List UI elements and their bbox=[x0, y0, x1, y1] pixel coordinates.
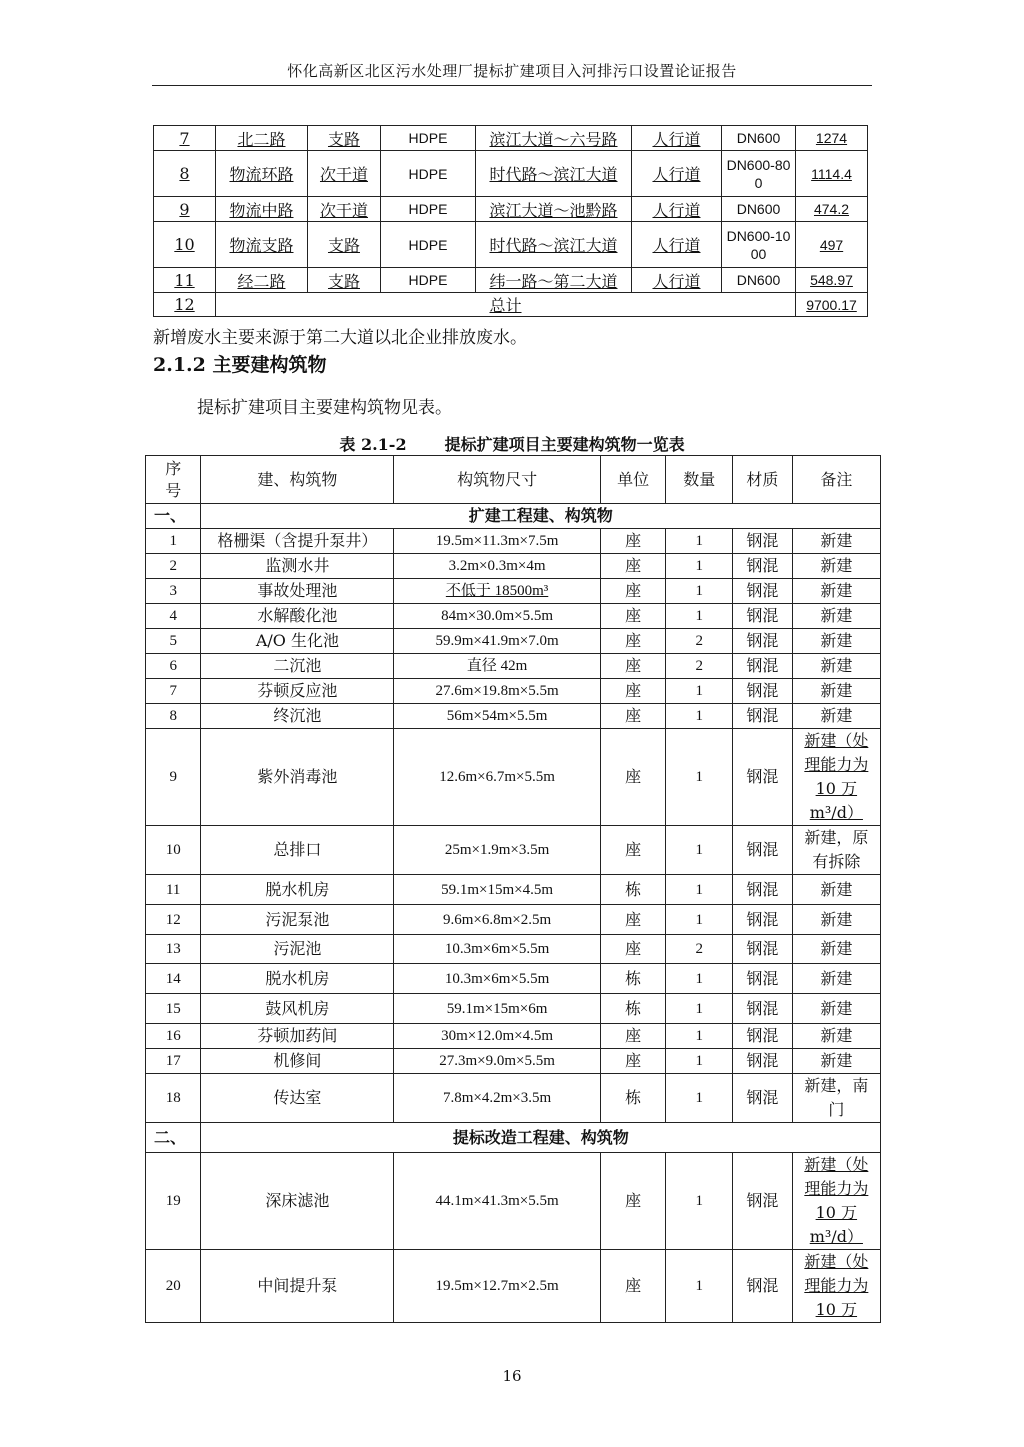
row-no-cell: 7 bbox=[146, 679, 201, 704]
pipe-total-no-cell bbox=[154, 293, 216, 317]
pipe-total-length-cell-text: 9700.17 bbox=[806, 296, 857, 313]
header-note-cell: 备注 bbox=[792, 456, 880, 504]
buildings-row bbox=[146, 729, 881, 826]
row-size-cell: 25m×1.9m×3.5m bbox=[394, 826, 600, 875]
row-material-cell: 钢混 bbox=[733, 875, 793, 905]
pipe-material-cell: HDPE bbox=[381, 268, 476, 293]
row-name-cell: 脱水机房 bbox=[201, 875, 394, 905]
pipe-no-cell bbox=[154, 197, 216, 222]
pipe-length-cell bbox=[796, 126, 868, 151]
table-caption bbox=[0, 432, 1024, 455]
row-size-cell: 19.5m×12.7m×2.5m bbox=[394, 1250, 600, 1323]
row-qty-cell: 1 bbox=[666, 1250, 733, 1323]
buildings-row bbox=[146, 964, 881, 994]
row-unit-cell: 座 bbox=[600, 1024, 666, 1049]
pipe-length-cell bbox=[796, 197, 868, 222]
table-caption-title: 提标扩建项目主要建构筑物一览表 bbox=[444, 435, 685, 454]
row-unit-cell: 座 bbox=[600, 604, 666, 629]
row-material-cell: 钢混 bbox=[733, 604, 793, 629]
buildings-row bbox=[146, 875, 881, 905]
row-unit-cell: 座 bbox=[600, 826, 666, 875]
pipe-total-label-cell-text: 总计 bbox=[489, 296, 522, 315]
pipe-grade-cell-text: 支路 bbox=[327, 129, 360, 149]
pipe-grade-cell-text: 支路 bbox=[327, 236, 360, 255]
header-material-cell: 材质 bbox=[733, 456, 793, 504]
pipe-road-cell bbox=[216, 151, 308, 197]
row-material-cell: 钢混 bbox=[733, 935, 793, 964]
row-size-cell: 12.6m×6.7m×5.5m bbox=[394, 729, 600, 826]
pipe-road-cell-text: 物流环路 bbox=[229, 165, 294, 184]
row-qty-cell: 1 bbox=[666, 529, 733, 554]
pipe-position-cell-text: 人行道 bbox=[652, 236, 701, 255]
row-material-cell: 钢混 bbox=[733, 529, 793, 554]
row-qty-cell: 1 bbox=[666, 964, 733, 994]
row-unit-cell: 座 bbox=[600, 554, 666, 579]
row-note-cell: 新建 bbox=[792, 604, 880, 629]
row-note-cell: 新建，原有拆除 bbox=[792, 826, 880, 875]
pipe-length-cell-text: 548.97 bbox=[810, 272, 853, 288]
pipe-section-cell-text: 时代路～滨江大道 bbox=[489, 165, 618, 184]
pipe-no-cell bbox=[154, 222, 216, 268]
row-material-cell: 钢混 bbox=[733, 704, 793, 729]
row-material-cell: 钢混 bbox=[733, 826, 793, 875]
buildings-row bbox=[146, 604, 881, 629]
pipe-section-cell-text: 滨江大道～池黔路 bbox=[489, 200, 618, 220]
buildings-row bbox=[146, 679, 881, 704]
row-no-cell: 1 bbox=[146, 529, 201, 554]
row-size-cell: 10.3m×6m×5.5m bbox=[394, 935, 600, 964]
buildings-row bbox=[146, 554, 881, 579]
row-name-cell: 污泥泵池 bbox=[201, 905, 394, 935]
row-qty-cell: 1 bbox=[666, 579, 733, 604]
row-qty-cell: 2 bbox=[666, 654, 733, 679]
pipe-total-no-cell-text: 12 bbox=[174, 295, 195, 314]
buildings-row bbox=[146, 826, 881, 875]
row-note-cell: 新建，南门 bbox=[792, 1074, 880, 1123]
row-no-cell: 9 bbox=[146, 729, 201, 826]
pipe-table-row bbox=[154, 222, 868, 268]
pipe-length-cell-text: 497 bbox=[819, 236, 844, 253]
pipe-diameter-cell: DN600 bbox=[722, 197, 796, 222]
buildings-row bbox=[146, 994, 881, 1024]
row-name-cell: A/O 生化池 bbox=[201, 629, 394, 654]
row-no-cell: 10 bbox=[146, 826, 201, 875]
row-name-cell: 事故处理池 bbox=[201, 579, 394, 604]
row-note-cell: 新建 bbox=[792, 1049, 880, 1074]
row-qty-cell: 1 bbox=[666, 826, 733, 875]
row-material-cell: 钢混 bbox=[733, 629, 793, 654]
row-unit-cell: 座 bbox=[600, 704, 666, 729]
row-name-cell: 芬顿加药间 bbox=[201, 1024, 394, 1049]
row-size-cell: 59.1m×15m×6m bbox=[394, 994, 600, 1024]
pipe-grade-cell bbox=[308, 222, 381, 268]
row-note-cell: 新建 bbox=[792, 679, 880, 704]
pipe-section-cell-text: 滨江大道～六号路 bbox=[489, 129, 618, 149]
row-no-cell: 15 bbox=[146, 994, 201, 1024]
row-no-cell: 17 bbox=[146, 1049, 201, 1074]
buildings-group-row bbox=[146, 1123, 881, 1153]
pipe-position-cell-text: 人行道 bbox=[652, 165, 701, 184]
row-qty-cell: 1 bbox=[666, 704, 733, 729]
pipe-position-cell bbox=[632, 126, 722, 151]
pipe-table-row bbox=[154, 268, 868, 293]
pipe-section-cell bbox=[476, 197, 632, 222]
row-unit-cell: 座 bbox=[600, 729, 666, 826]
row-no-cell: 4 bbox=[146, 604, 201, 629]
row-name-cell: 芬顿反应池 bbox=[201, 679, 394, 704]
row-qty-cell: 1 bbox=[666, 1153, 733, 1250]
pipe-length-cell bbox=[796, 151, 868, 197]
pipe-position-cell bbox=[632, 197, 722, 222]
row-size-cell: 59.9m×41.9m×7.0m bbox=[394, 629, 600, 654]
pipe-length-cell-text: 1114.4 bbox=[811, 165, 852, 182]
pipe-material-cell: HDPE bbox=[381, 126, 476, 151]
pipe-diameter-cell: DN600 bbox=[722, 268, 796, 293]
row-material-cell: 钢混 bbox=[733, 729, 793, 826]
pipe-road-cell bbox=[216, 197, 308, 222]
row-note-text: 新建（处理能力为 10 万 m³/d） bbox=[804, 1155, 869, 1246]
row-material-cell: 钢混 bbox=[733, 679, 793, 704]
pipe-total-length-cell bbox=[796, 293, 868, 317]
pipe-section-cell bbox=[476, 268, 632, 293]
pipe-section-cell-text: 纬一路～第二大道 bbox=[489, 271, 618, 291]
pipe-road-cell bbox=[216, 268, 308, 293]
row-qty-cell: 1 bbox=[666, 1049, 733, 1074]
buildings-row bbox=[146, 905, 881, 935]
row-qty-cell: 1 bbox=[666, 604, 733, 629]
row-name-cell: 传达室 bbox=[201, 1074, 394, 1123]
row-material-cell: 钢混 bbox=[733, 905, 793, 935]
pipe-section-cell bbox=[476, 151, 632, 197]
header-qty-cell: 数量 bbox=[666, 456, 733, 504]
row-qty-cell: 1 bbox=[666, 1024, 733, 1049]
pipe-table-row bbox=[154, 197, 868, 222]
pipe-no-cell bbox=[154, 268, 216, 293]
pipe-no-cell-text: 10 bbox=[174, 235, 195, 254]
row-material-cell: 钢混 bbox=[733, 1049, 793, 1074]
row-unit-cell: 座 bbox=[600, 629, 666, 654]
pipe-no-cell-text: 7 bbox=[179, 128, 190, 148]
row-size-cell: 19.5m×11.3m×7.5m bbox=[394, 529, 600, 554]
row-unit-cell: 栋 bbox=[600, 875, 666, 905]
row-note-cell bbox=[792, 1250, 880, 1323]
header-rule bbox=[152, 85, 872, 86]
row-qty-cell: 1 bbox=[666, 1074, 733, 1123]
row-note-cell: 新建 bbox=[792, 554, 880, 579]
row-size-cell: 直径 42m bbox=[394, 654, 600, 679]
row-note-cell: 新建 bbox=[792, 875, 880, 905]
row-name-cell: 监测水井 bbox=[201, 554, 394, 579]
pipe-road-cell bbox=[216, 222, 308, 268]
pipe-no-cell-text: 8 bbox=[179, 164, 190, 183]
row-no-cell: 12 bbox=[146, 905, 201, 935]
row-no-cell: 3 bbox=[146, 579, 201, 604]
row-name-cell: 中间提升泵 bbox=[201, 1250, 394, 1323]
row-note-cell: 新建 bbox=[792, 935, 880, 964]
buildings-group-row bbox=[146, 504, 881, 529]
pipe-grade-cell-text: 次干道 bbox=[319, 200, 368, 220]
row-size-cell bbox=[394, 579, 600, 604]
row-name-cell: 二沉池 bbox=[201, 654, 394, 679]
group-title-cell: 扩建工程建、构筑物 bbox=[201, 504, 881, 529]
row-qty-cell: 2 bbox=[666, 629, 733, 654]
row-note-cell bbox=[792, 729, 880, 826]
buildings-header-row bbox=[146, 456, 881, 504]
row-unit-cell: 座 bbox=[600, 579, 666, 604]
group-index-cell: 一、 bbox=[146, 504, 201, 529]
header-size-cell: 构筑物尺寸 bbox=[394, 456, 600, 504]
row-note-cell: 新建 bbox=[792, 1024, 880, 1049]
row-name-cell: 深床滤池 bbox=[201, 1153, 394, 1250]
row-name-cell: 总排口 bbox=[201, 826, 394, 875]
row-unit-cell: 座 bbox=[600, 1250, 666, 1323]
row-no-cell: 18 bbox=[146, 1074, 201, 1123]
pipe-position-cell bbox=[632, 268, 722, 293]
pipe-no-cell-text: 9 bbox=[179, 199, 190, 219]
row-unit-cell: 座 bbox=[600, 529, 666, 554]
row-unit-cell: 座 bbox=[600, 679, 666, 704]
pipe-position-cell-text: 人行道 bbox=[652, 200, 701, 220]
pipe-road-cell-text: 北二路 bbox=[237, 129, 286, 149]
section-title: 2.1.2 主要建构筑物 bbox=[153, 354, 327, 376]
pipe-no-cell-text: 11 bbox=[174, 270, 195, 290]
group-index-cell: 二、 bbox=[146, 1123, 201, 1153]
pipe-network-table bbox=[153, 125, 868, 317]
pipe-length-cell bbox=[796, 268, 868, 293]
intro-paragraph: 提标扩建项目主要建构筑物见表。 bbox=[197, 398, 452, 418]
buildings-row bbox=[146, 1250, 881, 1323]
pipe-section-cell bbox=[476, 222, 632, 268]
row-no-cell: 11 bbox=[146, 875, 201, 905]
row-no-cell: 16 bbox=[146, 1024, 201, 1049]
row-qty-cell: 1 bbox=[666, 729, 733, 826]
pipe-position-cell-text: 人行道 bbox=[652, 271, 701, 291]
row-size-cell: 59.1m×15m×4.5m bbox=[394, 875, 600, 905]
pipe-grade-cell-text: 支路 bbox=[327, 271, 360, 291]
pipe-material-cell: HDPE bbox=[381, 222, 476, 268]
pipe-total-label-cell bbox=[216, 293, 796, 317]
row-material-cell: 钢混 bbox=[733, 1024, 793, 1049]
row-qty-cell: 1 bbox=[666, 554, 733, 579]
row-size-cell: 44.1m×41.3m×5.5m bbox=[394, 1153, 600, 1250]
buildings-row bbox=[146, 529, 881, 554]
row-size-cell: 30m×12.0m×4.5m bbox=[394, 1024, 600, 1049]
row-unit-cell: 座 bbox=[600, 1153, 666, 1250]
buildings-row bbox=[146, 654, 881, 679]
pipe-diameter-cell: DN600-1000 bbox=[722, 222, 796, 268]
row-unit-cell: 座 bbox=[600, 905, 666, 935]
row-unit-cell: 栋 bbox=[600, 964, 666, 994]
pipe-diameter-cell: DN600 bbox=[722, 126, 796, 151]
row-material-cell: 钢混 bbox=[733, 654, 793, 679]
row-note-cell: 新建 bbox=[792, 994, 880, 1024]
row-no-cell: 13 bbox=[146, 935, 201, 964]
row-material-cell: 钢混 bbox=[733, 1250, 793, 1323]
buildings-row bbox=[146, 1074, 881, 1123]
row-qty-cell: 1 bbox=[666, 875, 733, 905]
row-size-cell: 27.6m×19.8m×5.5m bbox=[394, 679, 600, 704]
row-note-cell bbox=[792, 1153, 880, 1250]
row-name-cell: 紫外消毒池 bbox=[201, 729, 394, 826]
pipe-length-cell bbox=[796, 222, 868, 268]
row-size-cell: 84m×30.0m×5.5m bbox=[394, 604, 600, 629]
row-no-cell: 20 bbox=[146, 1250, 201, 1323]
row-size-cell: 9.6m×6.8m×2.5m bbox=[394, 905, 600, 935]
row-note-cell: 新建 bbox=[792, 905, 880, 935]
row-qty-cell: 1 bbox=[666, 994, 733, 1024]
row-size-cell: 3.2m×0.3m×4m bbox=[394, 554, 600, 579]
row-size-cell: 27.3m×9.0m×5.5m bbox=[394, 1049, 600, 1074]
pipe-length-cell-text: 474.2 bbox=[813, 201, 850, 217]
pipe-road-cell-text: 经二路 bbox=[237, 271, 286, 291]
pipe-material-cell: HDPE bbox=[381, 197, 476, 222]
row-unit-cell: 栋 bbox=[600, 994, 666, 1024]
row-material-cell: 钢混 bbox=[733, 554, 793, 579]
row-name-cell: 鼓风机房 bbox=[201, 994, 394, 1024]
pipe-length-cell-text: 1274 bbox=[815, 130, 848, 146]
buildings-row bbox=[146, 629, 881, 654]
buildings-row bbox=[146, 704, 881, 729]
header-name-cell: 建、构筑物 bbox=[201, 456, 394, 504]
pipe-table-row bbox=[154, 151, 868, 197]
buildings-row bbox=[146, 1049, 881, 1074]
pipe-grade-cell bbox=[308, 126, 381, 151]
row-material-cell: 钢混 bbox=[733, 579, 793, 604]
row-no-cell: 14 bbox=[146, 964, 201, 994]
row-no-cell: 5 bbox=[146, 629, 201, 654]
pipe-position-cell bbox=[632, 222, 722, 268]
buildings-table bbox=[145, 455, 881, 1323]
row-unit-cell: 座 bbox=[600, 654, 666, 679]
row-note-cell: 新建 bbox=[792, 579, 880, 604]
row-material-cell: 钢混 bbox=[733, 1074, 793, 1123]
buildings-row bbox=[146, 1024, 881, 1049]
row-note-cell: 新建 bbox=[792, 629, 880, 654]
buildings-row bbox=[146, 935, 881, 964]
group-title-cell: 提标改造工程建、构筑物 bbox=[201, 1123, 881, 1153]
row-unit-cell: 栋 bbox=[600, 1074, 666, 1123]
buildings-row bbox=[146, 579, 881, 604]
row-size-cell: 10.3m×6m×5.5m bbox=[394, 964, 600, 994]
pipe-grade-cell bbox=[308, 151, 381, 197]
page-header: 怀化高新区北区污水处理厂提标扩建项目入河排污口设置论证报告 bbox=[287, 62, 737, 80]
row-name-cell: 格栅渠（含提升泵井） bbox=[201, 529, 394, 554]
row-name-cell: 终沉池 bbox=[201, 704, 394, 729]
row-note-text: 新建（处理能力为 10 万 m³/d） bbox=[804, 731, 869, 822]
buildings-row bbox=[146, 1153, 881, 1250]
pipe-road-cell-text: 物流支路 bbox=[229, 236, 294, 255]
row-name-cell: 水解酸化池 bbox=[201, 604, 394, 629]
row-name-cell: 机修间 bbox=[201, 1049, 394, 1074]
page-number: 16 bbox=[502, 1367, 522, 1385]
pipe-grade-cell-text: 次干道 bbox=[319, 165, 368, 184]
row-note-text: 新建（处理能力为 10 万 bbox=[804, 1252, 869, 1319]
row-note-cell: 新建 bbox=[792, 704, 880, 729]
pipe-road-cell bbox=[216, 126, 308, 151]
pipe-road-cell-text: 物流中路 bbox=[229, 200, 294, 220]
row-qty-cell: 1 bbox=[666, 679, 733, 704]
row-no-cell: 6 bbox=[146, 654, 201, 679]
pipe-section-cell-text: 时代路～滨江大道 bbox=[489, 236, 618, 255]
table-caption-number: 表 2.1-2 bbox=[339, 435, 407, 454]
row-size-cell-text: 不低于 18500m³ bbox=[445, 583, 549, 599]
wastewater-note: 新增废水主要来源于第二大道以北企业排放废水。 bbox=[153, 328, 527, 348]
header-no-cell: 序号 bbox=[146, 456, 201, 504]
pipe-table-row bbox=[154, 126, 868, 151]
row-size-cell: 7.8m×4.2m×3.5m bbox=[394, 1074, 600, 1123]
row-no-cell: 2 bbox=[146, 554, 201, 579]
row-note-cell: 新建 bbox=[792, 964, 880, 994]
pipe-grade-cell bbox=[308, 268, 381, 293]
row-name-cell: 脱水机房 bbox=[201, 964, 394, 994]
row-qty-cell: 2 bbox=[666, 935, 733, 964]
row-size-cell: 56m×54m×5.5m bbox=[394, 704, 600, 729]
pipe-position-cell bbox=[632, 151, 722, 197]
row-no-cell: 8 bbox=[146, 704, 201, 729]
pipe-section-cell bbox=[476, 126, 632, 151]
pipe-grade-cell bbox=[308, 197, 381, 222]
row-material-cell: 钢混 bbox=[733, 994, 793, 1024]
row-material-cell: 钢混 bbox=[733, 964, 793, 994]
row-name-cell: 污泥池 bbox=[201, 935, 394, 964]
pipe-position-cell-text: 人行道 bbox=[652, 129, 701, 149]
pipe-total-row bbox=[154, 293, 868, 317]
row-note-cell: 新建 bbox=[792, 529, 880, 554]
header-unit-cell: 单位 bbox=[600, 456, 666, 504]
pipe-no-cell bbox=[154, 151, 216, 197]
row-unit-cell: 座 bbox=[600, 1049, 666, 1074]
row-no-cell: 19 bbox=[146, 1153, 201, 1250]
pipe-no-cell bbox=[154, 126, 216, 151]
row-material-cell: 钢混 bbox=[733, 1153, 793, 1250]
row-note-cell: 新建 bbox=[792, 654, 880, 679]
pipe-material-cell: HDPE bbox=[381, 151, 476, 197]
row-unit-cell: 座 bbox=[600, 935, 666, 964]
pipe-diameter-cell: DN600-800 bbox=[722, 151, 796, 197]
row-qty-cell: 1 bbox=[666, 905, 733, 935]
